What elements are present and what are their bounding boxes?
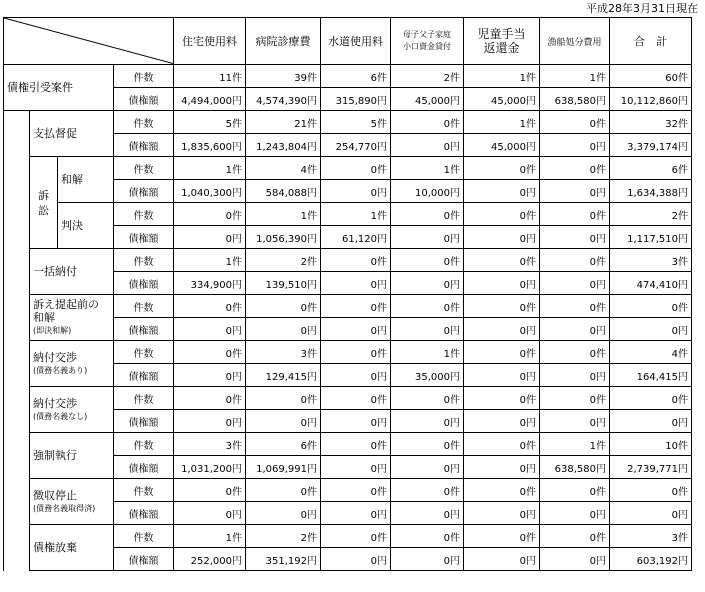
count-cell: 1件 (540, 433, 610, 456)
negotiation-with-line1: 納付交渉 (33, 350, 77, 364)
label-count: 件数 (114, 65, 174, 88)
negotiation-without-line2: (債務名義なし) (33, 411, 88, 421)
amount-cell: 0円 (464, 548, 540, 571)
amount-cell: 0円 (464, 456, 540, 479)
amount-cell: 1,069,991円 (246, 456, 321, 479)
amount-cell: 0円 (174, 410, 246, 433)
count-cell: 0件 (321, 249, 391, 272)
count-cell: 6件 (610, 157, 692, 180)
count-cell: 21件 (246, 111, 321, 134)
negotiation-with-line2: (債務名義あり) (33, 365, 88, 375)
count-cell: 2件 (391, 65, 464, 88)
count-cell: 0件 (464, 433, 540, 456)
label-amount: 債権額 (114, 502, 174, 525)
count-cell: 0件 (391, 111, 464, 134)
count-cell: 0件 (321, 157, 391, 180)
amount-cell: 1,056,390円 (246, 226, 321, 249)
table-row (4, 341, 692, 364)
amount-cell: 584,088円 (246, 180, 321, 203)
count-cell: 0件 (540, 249, 610, 272)
count-cell: 0件 (391, 525, 464, 548)
amount-cell: 0円 (610, 502, 692, 525)
count-cell: 1件 (464, 65, 540, 88)
amount-cell: 351,192円 (246, 548, 321, 571)
amount-cell: 1,040,300円 (174, 180, 246, 203)
count-cell: 5件 (174, 111, 246, 134)
label-count: 件数 (114, 111, 174, 134)
count-cell: 1件 (540, 65, 610, 88)
amount-cell: 0円 (246, 502, 321, 525)
count-cell: 3件 (246, 341, 321, 364)
negotiation-without-line1: 納付交渉 (33, 396, 77, 410)
amount-cell: 0円 (321, 548, 391, 571)
header-loan (391, 18, 464, 65)
count-cell: 0件 (540, 295, 610, 318)
amount-cell: 45,000円 (391, 88, 464, 111)
count-cell: 0件 (540, 203, 610, 226)
amount-cell: 0円 (464, 226, 540, 249)
amount-cell: 0円 (610, 410, 692, 433)
amount-cell: 1,031,200円 (174, 456, 246, 479)
amount-cell: 35,000円 (391, 364, 464, 387)
amount-cell: 0円 (174, 226, 246, 249)
amount-cell: 334,900円 (174, 272, 246, 295)
amount-cell: 0円 (391, 502, 464, 525)
amount-cell: 0円 (464, 272, 540, 295)
indent-cell (4, 111, 30, 571)
count-cell: 0件 (391, 203, 464, 226)
amount-cell: 0円 (540, 134, 610, 157)
amount-cell: 0円 (540, 272, 610, 295)
count-cell: 2件 (610, 203, 692, 226)
amount-cell: 0円 (391, 272, 464, 295)
count-cell: 11件 (174, 65, 246, 88)
claims-table (3, 17, 692, 571)
count-cell: 39件 (246, 65, 321, 88)
amount-cell: 45,000円 (464, 134, 540, 157)
amount-cell: 0円 (321, 180, 391, 203)
category-pre-suit-settlement (30, 295, 114, 341)
amount-cell: 474,410円 (610, 272, 692, 295)
count-cell: 10件 (610, 433, 692, 456)
category-collection-suspension (30, 479, 114, 525)
category-compulsory-execution: 強制執行 (30, 433, 114, 479)
label-count: 件数 (114, 341, 174, 364)
suspension-line2: (債務名義取得済) (33, 503, 96, 513)
amount-cell: 164,415円 (610, 364, 692, 387)
count-cell: 0件 (464, 249, 540, 272)
header-child-line2: 返還金 (483, 41, 520, 55)
count-cell: 5件 (321, 111, 391, 134)
count-cell: 6件 (246, 433, 321, 456)
amount-cell: 0円 (246, 318, 321, 341)
count-cell: 2件 (246, 525, 321, 548)
count-cell: 0件 (610, 295, 692, 318)
amount-cell: 0円 (540, 226, 610, 249)
count-cell: 0件 (391, 249, 464, 272)
header-housing: 住宅使用料 (174, 18, 246, 65)
amount-cell: 10,112,860円 (610, 88, 692, 111)
count-cell: 0件 (464, 157, 540, 180)
count-cell: 0件 (540, 157, 610, 180)
label-count: 件数 (114, 203, 174, 226)
count-cell: 0件 (540, 479, 610, 502)
category-settlement: 和解 (58, 157, 114, 203)
amount-cell: 315,890円 (321, 88, 391, 111)
count-cell: 0件 (540, 525, 610, 548)
count-cell: 32件 (610, 111, 692, 134)
label-count: 件数 (114, 387, 174, 410)
amount-cell: 129,415円 (246, 364, 321, 387)
amount-cell: 0円 (540, 410, 610, 433)
count-cell: 1件 (174, 157, 246, 180)
count-cell: 1件 (174, 249, 246, 272)
count-cell: 1件 (391, 157, 464, 180)
amount-cell: 0円 (321, 502, 391, 525)
table-row (4, 111, 692, 134)
amount-cell: 0円 (464, 180, 540, 203)
count-cell: 0件 (321, 295, 391, 318)
count-cell: 0件 (246, 387, 321, 410)
amount-cell: 0円 (610, 318, 692, 341)
label-amount: 債権額 (114, 272, 174, 295)
label-amount: 債権額 (114, 456, 174, 479)
count-cell: 0件 (321, 341, 391, 364)
count-cell: 0件 (174, 479, 246, 502)
table-row (4, 479, 692, 502)
table-row (4, 157, 692, 180)
amount-cell: 0円 (540, 548, 610, 571)
count-cell: 0件 (321, 525, 391, 548)
count-cell: 3件 (610, 249, 692, 272)
category-negotiation-with-title (30, 341, 114, 387)
amount-cell: 0円 (321, 318, 391, 341)
corner-cell (4, 18, 174, 65)
count-cell: 0件 (464, 295, 540, 318)
pre-suit-line1: 訴え提起前の (33, 298, 99, 311)
count-cell: 0件 (391, 387, 464, 410)
count-cell: 0件 (174, 387, 246, 410)
amount-cell: 0円 (321, 364, 391, 387)
category-payment-demand: 支払督促 (30, 111, 114, 157)
header-total: 合 計 (610, 18, 692, 65)
count-cell: 0件 (610, 387, 692, 410)
amount-cell: 4,574,390円 (246, 88, 321, 111)
amount-cell: 1,243,804円 (246, 134, 321, 157)
amount-cell: 4,494,000円 (174, 88, 246, 111)
label-count: 件数 (114, 295, 174, 318)
count-cell: 0件 (321, 479, 391, 502)
label-count: 件数 (114, 249, 174, 272)
header-child-allowance (464, 18, 540, 65)
table-row (4, 65, 692, 88)
count-cell: 60件 (610, 65, 692, 88)
count-cell: 0件 (464, 341, 540, 364)
amount-cell: 0円 (321, 456, 391, 479)
count-cell: 0件 (391, 433, 464, 456)
category-judgment: 判決 (58, 203, 114, 249)
count-cell: 0件 (174, 295, 246, 318)
amount-cell: 0円 (391, 548, 464, 571)
lawsuit-char-2: 訟 (38, 203, 49, 217)
label-amount: 債権額 (114, 134, 174, 157)
count-cell: 0件 (540, 387, 610, 410)
amount-cell: 0円 (391, 134, 464, 157)
category-lawsuit (30, 157, 58, 249)
count-cell: 3件 (610, 525, 692, 548)
amount-cell: 0円 (321, 410, 391, 433)
amount-cell: 45,000円 (464, 88, 540, 111)
header-hospital: 病院診療費 (246, 18, 321, 65)
count-cell: 1件 (174, 525, 246, 548)
amount-cell: 0円 (464, 318, 540, 341)
count-cell: 0件 (321, 433, 391, 456)
table-row (4, 295, 692, 318)
count-cell: 0件 (321, 387, 391, 410)
count-cell: 2件 (246, 249, 321, 272)
header-loan-line2: 小口資金貸付 (403, 42, 451, 51)
count-cell: 1件 (391, 341, 464, 364)
amount-cell: 0円 (391, 318, 464, 341)
label-amount: 債権額 (114, 180, 174, 203)
label-amount: 債権額 (114, 226, 174, 249)
amount-cell: 3,379,174円 (610, 134, 692, 157)
amount-cell: 0円 (391, 410, 464, 433)
label-amount: 債権額 (114, 318, 174, 341)
amount-cell: 0円 (321, 272, 391, 295)
table-row (4, 203, 692, 226)
count-cell: 1件 (246, 203, 321, 226)
header-water: 水道使用料 (321, 18, 391, 65)
header-row (4, 18, 692, 65)
suspension-line1: 徴収停止 (33, 488, 77, 502)
header-loan-line1: 母子父子家庭 (403, 30, 451, 39)
amount-cell: 2,739,771円 (610, 456, 692, 479)
pre-suit-line2: 和解 (33, 311, 55, 324)
amount-cell: 0円 (540, 318, 610, 341)
lawsuit-char-1: 訴 (38, 188, 49, 202)
count-cell: 1件 (464, 111, 540, 134)
amount-cell: 0円 (540, 364, 610, 387)
count-cell: 0件 (540, 111, 610, 134)
amount-cell: 603,192円 (610, 548, 692, 571)
amount-cell: 0円 (540, 502, 610, 525)
amount-cell: 0円 (391, 456, 464, 479)
amount-cell: 0円 (391, 226, 464, 249)
count-cell: 4件 (246, 157, 321, 180)
table-row (4, 525, 692, 548)
count-cell: 1件 (321, 203, 391, 226)
count-cell: 0件 (174, 203, 246, 226)
count-cell: 0件 (540, 341, 610, 364)
label-amount: 債権額 (114, 364, 174, 387)
amount-cell: 10,000円 (391, 180, 464, 203)
amount-cell: 0円 (174, 364, 246, 387)
amount-cell: 638,580円 (540, 456, 610, 479)
diagonal-line (4, 18, 174, 64)
count-cell: 3件 (174, 433, 246, 456)
count-cell: 6件 (321, 65, 391, 88)
amount-cell: 0円 (540, 180, 610, 203)
count-cell: 0件 (464, 203, 540, 226)
amount-cell: 254,770円 (321, 134, 391, 157)
amount-cell: 1,117,510円 (610, 226, 692, 249)
label-amount: 債権額 (114, 88, 174, 111)
label-count: 件数 (114, 525, 174, 548)
count-cell: 4件 (610, 341, 692, 364)
label-count: 件数 (114, 479, 174, 502)
amount-cell: 61,120円 (321, 226, 391, 249)
label-count: 件数 (114, 433, 174, 456)
amount-cell: 1,634,388円 (610, 180, 692, 203)
amount-cell: 252,000円 (174, 548, 246, 571)
header-fishing-boat: 漁船処分費用 (540, 18, 610, 65)
count-cell: 0件 (174, 341, 246, 364)
amount-cell: 0円 (464, 502, 540, 525)
header-child-line1: 児童手当 (477, 27, 526, 41)
count-cell: 0件 (246, 479, 321, 502)
count-cell: 0件 (610, 479, 692, 502)
count-cell: 0件 (464, 479, 540, 502)
table-row (4, 249, 692, 272)
category-claim-waiver: 債権放棄 (30, 525, 114, 571)
category-negotiation-without-title (30, 387, 114, 433)
count-cell: 0件 (391, 295, 464, 318)
count-cell: 0件 (464, 525, 540, 548)
category-accepted: 債権引受案件 (4, 65, 114, 111)
as-of-date: 平成28年3月31日現在 (586, 2, 698, 15)
amount-cell: 0円 (464, 364, 540, 387)
amount-cell: 638,580円 (540, 88, 610, 111)
label-amount: 債権額 (114, 548, 174, 571)
table-row (4, 433, 692, 456)
count-cell: 0件 (246, 295, 321, 318)
amount-cell: 0円 (174, 502, 246, 525)
label-count: 件数 (114, 157, 174, 180)
pre-suit-line3: (即決和解) (33, 326, 72, 335)
table-row (4, 387, 692, 410)
label-amount: 債権額 (114, 410, 174, 433)
amount-cell: 139,510円 (246, 272, 321, 295)
amount-cell: 0円 (246, 410, 321, 433)
count-cell: 0件 (464, 387, 540, 410)
category-lump-sum: 一括納付 (30, 249, 114, 295)
amount-cell: 0円 (174, 318, 246, 341)
amount-cell: 1,835,600円 (174, 134, 246, 157)
amount-cell: 0円 (464, 410, 540, 433)
count-cell: 0件 (391, 479, 464, 502)
